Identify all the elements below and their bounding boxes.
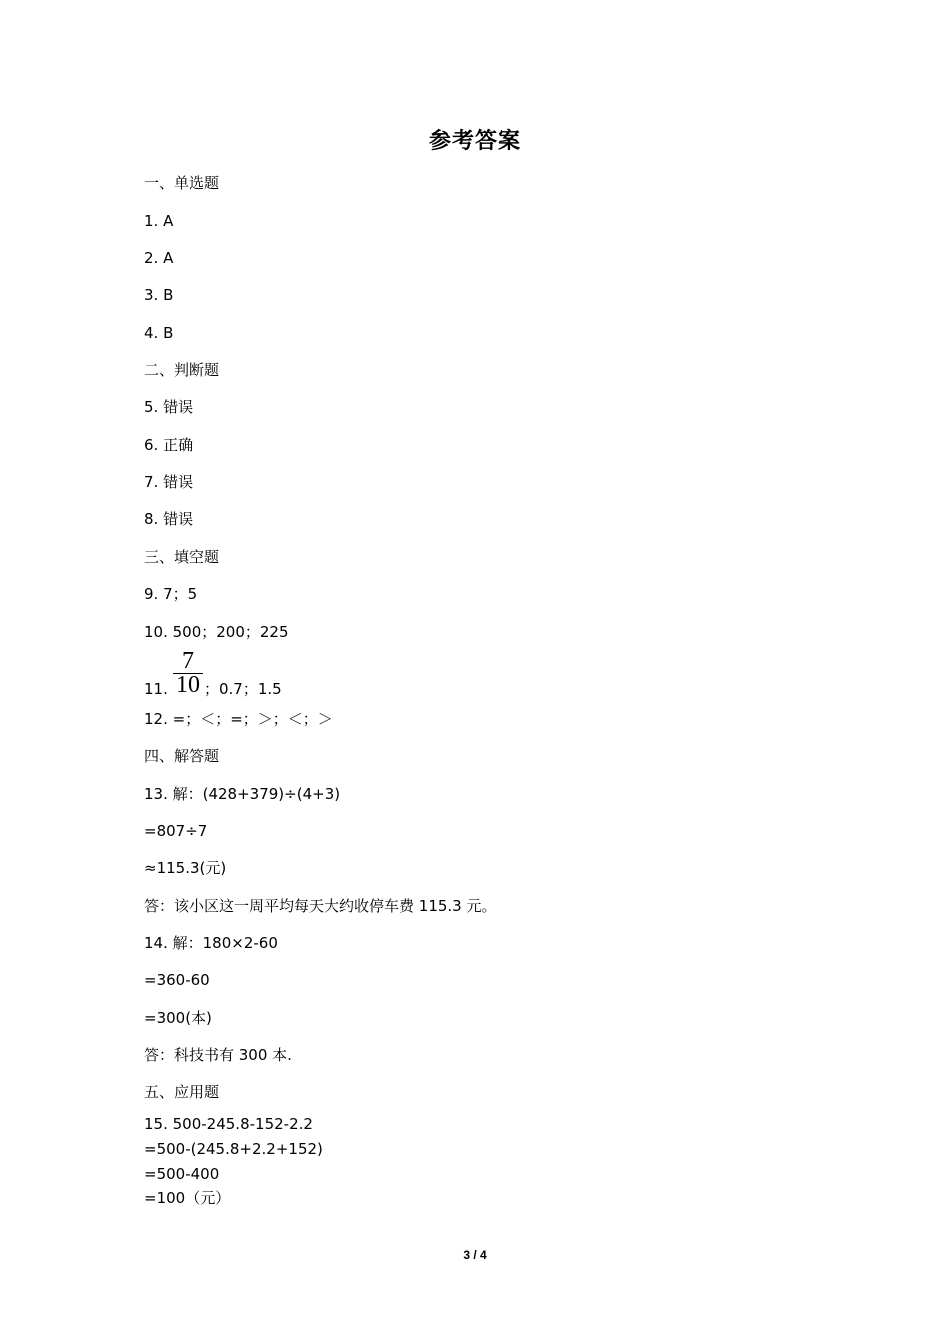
answer-15-line-3: =500-400	[144, 1165, 220, 1183]
answer-13-line-2: =807÷7	[144, 822, 208, 840]
answer-14-line-4: 答：科技书有 300 本.	[144, 1046, 292, 1064]
answer-14-line-3: =300(本)	[144, 1009, 212, 1027]
answer-14-line-2: =360-60	[144, 971, 210, 989]
answer-9: 9. 7；5	[144, 585, 198, 603]
answer-6: 6. 正确	[144, 436, 194, 454]
answer-13-line-4: 答：该小区这一周平均每天大约收停车费 115.3 元。	[144, 897, 497, 915]
section-heading-fill-blank: 三、填空题	[144, 548, 220, 566]
fraction-denominator: 10	[176, 672, 200, 698]
answer-8: 8. 错误	[144, 510, 194, 528]
answer-3: 3. B	[144, 286, 174, 304]
answer-7: 7. 错误	[144, 473, 194, 491]
answer-11-prefix: 11.	[144, 680, 168, 698]
answer-15-line-4: =100（元）	[144, 1189, 231, 1207]
section-heading-application: 五、应用题	[144, 1083, 220, 1101]
section-heading-solve: 四、解答题	[144, 747, 220, 765]
answer-2: 2. A	[144, 249, 174, 267]
answer-5: 5. 错误	[144, 398, 194, 416]
fraction-seven-tenths	[172, 650, 204, 696]
answer-13-line-1: 13. 解：(428+379)÷(4+3)	[144, 785, 341, 803]
answer-13-line-3: ≈115.3(元)	[144, 859, 227, 877]
page-title: 参考答案	[428, 129, 521, 154]
answer-12: 12. =；＜；=；＞；＜；＞	[144, 710, 333, 728]
answer-11-suffix: ；0.7；1.5	[204, 680, 282, 698]
page-number: 3 / 4	[463, 1248, 487, 1262]
fraction-numerator: 7	[182, 648, 194, 674]
section-heading-single-choice: 一、单选题	[144, 174, 220, 192]
answer-15-line-2: =500-(245.8+2.2+152)	[144, 1140, 323, 1158]
answer-1: 1. A	[144, 212, 174, 230]
answer-14-line-1: 14. 解：180×2-60	[144, 934, 278, 952]
section-heading-true-false: 二、判断题	[144, 361, 220, 379]
answer-15-line-1: 15. 500-245.8-152-2.2	[144, 1115, 313, 1133]
answer-10: 10. 500；200；225	[144, 623, 289, 641]
answer-4: 4. B	[144, 324, 174, 342]
